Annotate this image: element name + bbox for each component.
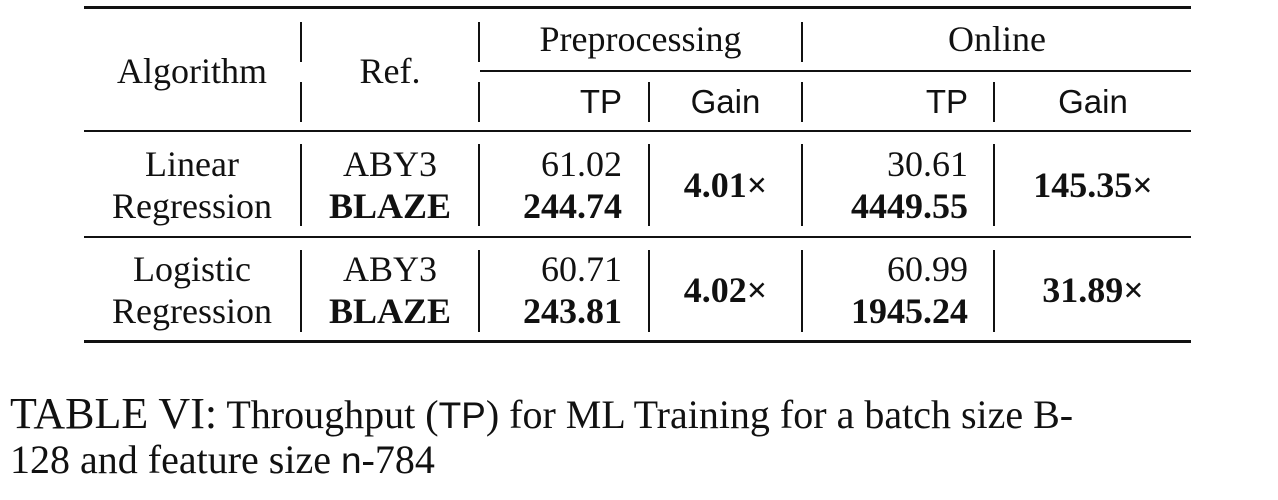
on-tp-baseline: 60.99 [887,249,968,289]
pre-tp-baseline: 60.71 [541,249,622,289]
ref-baseline: ABY3 [342,249,437,289]
header-pre-tp: TP [579,83,622,120]
on-tp-baseline: 30.61 [887,144,968,184]
header-ref: Ref. [359,51,421,91]
header-online: Online [948,19,1046,59]
on-tp-ours: 1945.24 [851,291,968,331]
group-rule [480,70,1191,72]
table-caption [10,389,1270,483]
pre-gain: 4.01× [683,165,768,205]
header-on-tp: TP [925,83,968,120]
caption-text: ) for ML Training for a batch size B- [485,392,1074,437]
on-gain: 31.89× [1042,270,1144,310]
row-separator [84,236,1191,238]
algorithm-name: Regression [112,186,272,226]
algorithm-name: Logistic [133,249,251,289]
caption-text: 128 and feature size [10,437,341,482]
pre-tp-baseline: 61.02 [541,144,622,184]
caption-text: Throughput ( [226,392,439,437]
ref-baseline: ABY3 [342,144,437,184]
bottom-rule [84,340,1191,343]
header-pre-gain: Gain [690,83,761,120]
ref-ours: BLAZE [328,291,452,331]
caption-text: -784 [361,437,435,482]
pre-tp-ours: 243.81 [523,291,622,331]
pre-tp-ours: 244.74 [523,186,622,226]
algorithm-name: Regression [112,291,272,331]
top-rule [84,6,1191,9]
on-tp-ours: 4449.55 [851,186,968,226]
header-on-gain: Gain [1058,83,1128,120]
ref-ours: BLAZE [328,186,452,226]
on-gain: 145.35× [1033,165,1153,205]
algorithm-name: Linear [145,144,239,184]
caption-label: TABLE VI: [10,389,218,438]
caption-n: n [340,440,362,481]
header-preprocessing: Preprocessing [539,19,742,59]
caption-tp: TP [438,395,486,436]
pre-gain: 4.02× [683,270,768,310]
header-rule [84,130,1191,132]
header-algorithm: Algorithm [117,51,267,91]
